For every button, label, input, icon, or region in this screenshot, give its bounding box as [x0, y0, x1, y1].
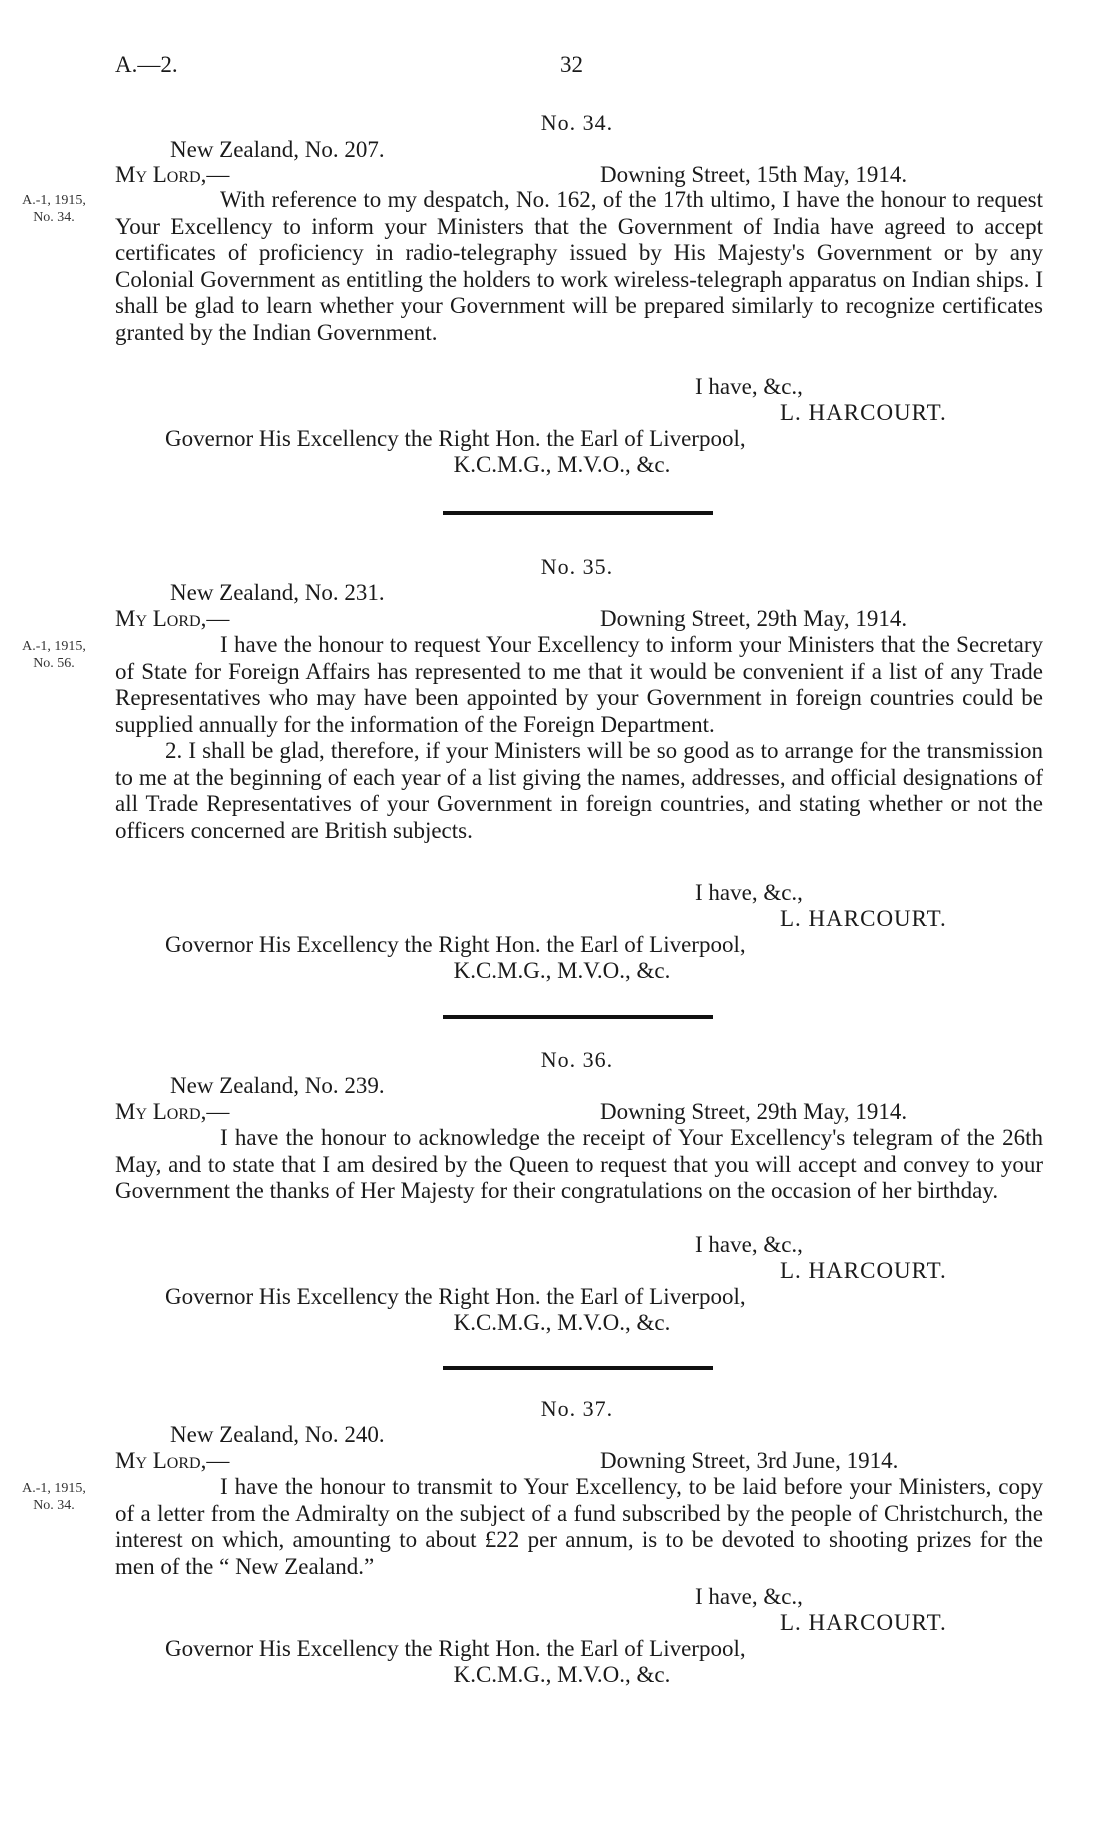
- dateline: Downing Street, 29th May, 1914.: [600, 606, 908, 631]
- paragraph: With reference to my despatch, No. 162, of the 17th ultimo, I have the honour to request Your Excellency to inform your Ministers that the Government of India have agreed to accept certificates of proficiency in radio-telegraphy issued by His Majesty's Government or by any Colonial Government as entitling the holders to work wireless-telegraph apparatus on Indian ships. I shall be glad to learn whether your Government will be prepared similarly to recognize certificates granted by the Indian Government.: [115, 187, 1043, 345]
- section-divider: [443, 1015, 713, 1019]
- margin-reference: A.-1, 1915, No. 34.: [22, 1481, 86, 1513]
- nz-number: New Zealand, No. 231.: [170, 580, 385, 605]
- despatch-body: [115, 632, 1043, 844]
- addressee: Governor His Excellency the Right Hon. the Earl of Liverpool,: [165, 932, 746, 957]
- closing: I have, &c.,: [695, 1232, 803, 1257]
- page-header: [0, 52, 1114, 82]
- despatch-body: [115, 1474, 1043, 1580]
- nz-number: New Zealand, No. 240.: [170, 1422, 385, 1447]
- dateline: Downing Street, 3rd June, 1914.: [600, 1448, 899, 1473]
- dateline: Downing Street, 29th May, 1914.: [600, 1099, 908, 1124]
- addressee-honours: K.C.M.G., M.V.O., &c.: [453, 1310, 671, 1335]
- nz-number: New Zealand, No. 239.: [170, 1073, 385, 1098]
- despatch-body: [115, 1125, 1043, 1205]
- closing: I have, &c.,: [695, 880, 803, 905]
- nz-number: New Zealand, No. 207.: [170, 137, 385, 162]
- paragraph: I have the honour to request Your Excellency to inform your Ministers that the Secretary of State for Foreign Affairs has represented to me that it would be convenient if a list of any Trade Representatives who may have been appointed by your Government in foreign countries could be supplied annually for the information of the Foreign Department.: [115, 632, 1043, 737]
- dateline: Downing Street, 15th May, 1914.: [600, 162, 908, 187]
- margin-reference: A.-1, 1915, No. 56.: [22, 639, 86, 671]
- closing: I have, &c.,: [695, 374, 803, 399]
- parliamentary-paper-ref: A.—2.: [115, 52, 178, 77]
- paragraph: I have the honour to transmit to Your Excellency, to be laid before your Ministers, copy of a letter from the Admiralty on the subject of a fund subscribed by the people of Christchurch, the interest on which, amounting to about £22 per annum, is to be devoted to shooting prizes for the men of the “ New Zealand.”: [115, 1474, 1043, 1579]
- signature: L. HARCOURT.: [780, 400, 947, 425]
- addressee: Governor His Excellency the Right Hon. the Earl of Liverpool,: [165, 1284, 746, 1309]
- despatch-number: No. 37.: [540, 1396, 614, 1421]
- despatch-number: No. 34.: [540, 110, 614, 135]
- despatch-number: No. 36.: [540, 1047, 614, 1072]
- section-divider: [443, 1366, 713, 1370]
- addressee: Governor His Excellency the Right Hon. the Earl of Liverpool,: [165, 1636, 746, 1661]
- salutation: My Lord,—: [115, 606, 230, 631]
- addressee-honours: K.C.M.G., M.V.O., &c.: [453, 1662, 671, 1687]
- paragraph: 2. I shall be glad, therefore, if your Ministers will be so good as to arrange for the transmission to me at the beginning of each year of a list giving the names, addresses, and official designations of all Trade Representatives of your Government in foreign countries, and stating whether or not the officers concerned are British subjects.: [115, 738, 1043, 843]
- salutation: My Lord,—: [115, 1448, 230, 1473]
- margin-reference: A.-1, 1915, No. 34.: [22, 193, 86, 225]
- despatch-number: No. 35.: [540, 554, 614, 579]
- despatch-body: [115, 187, 1043, 346]
- signature: L. HARCOURT.: [780, 1610, 947, 1635]
- salutation: My Lord,—: [115, 162, 230, 187]
- closing: I have, &c.,: [695, 1584, 803, 1609]
- salutation: My Lord,—: [115, 1099, 230, 1124]
- addressee-honours: K.C.M.G., M.V.O., &c.: [453, 452, 671, 477]
- page-number: 32: [560, 52, 583, 77]
- signature: L. HARCOURT.: [780, 1258, 947, 1283]
- addressee: Governor His Excellency the Right Hon. the Earl of Liverpool,: [165, 426, 746, 451]
- addressee-honours: K.C.M.G., M.V.O., &c.: [453, 958, 671, 983]
- paragraph: I have the honour to acknowledge the receipt of Your Excellency's telegram of the 26th May, and to state that I am desired by the Queen to request that you will accept and convey to your Government the thanks of Her Majesty for their congratulations on the occasion of her birthday.: [115, 1125, 1043, 1203]
- signature: L. HARCOURT.: [780, 906, 947, 931]
- section-divider: [443, 511, 713, 515]
